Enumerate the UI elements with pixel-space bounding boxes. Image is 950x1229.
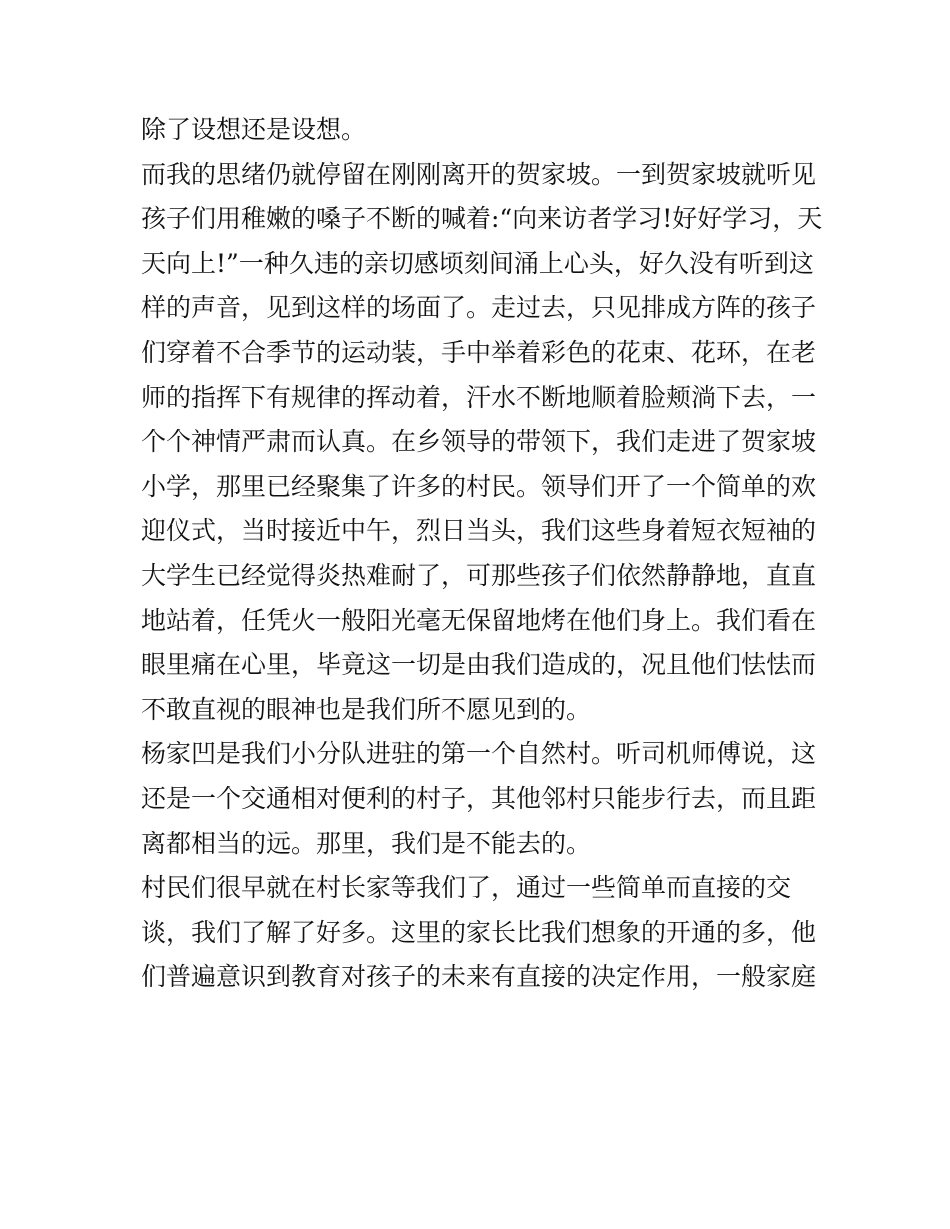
text-line: 眼里痛在心里，毕竟这一切是由我们造成的，况且他们怯怯而 [141,650,817,680]
text-line: 大学生已经觉得炎热难耐了，可那些孩子们依然静静地，直直 [141,560,817,590]
text-line: 样的声音，见到这样的场面了。走过去，只见排成方阵的孩子 [141,293,817,323]
text-line: 还是一个交通相对便利的村子，其他邻村只能步行去，而且距 [141,783,817,813]
text-line: 个个神情严肃而认真。在乡领导的带领下，我们走进了贺家坡 [141,427,817,457]
text-line: 谈，我们了解了好多。这里的家长比我们想象的开通的多，他 [141,917,817,947]
text-line: 天向上!”一种久违的亲切感顷刻间涌上心头，好久没有听到这 [141,248,814,278]
text-line: 迎仪式，当时接近中午，烈日当头，我们这些身着短衣短袖的 [141,516,817,546]
text-line: 们穿着不合季节的运动装，手中举着彩色的花束、花环，在老 [141,337,817,367]
text-line: 村民们很早就在村长家等我们了，通过一些简单而直接的交 [141,873,792,903]
text-line: 除了设想还是设想。 [141,115,367,144]
text-line: 地站着，任凭火一般阳光毫无保留地烤在他们身上。我们看在 [141,605,817,635]
text-line: 杨家凹是我们小分队进驻的第一个自然村。听司机师傅说，这 [141,739,817,769]
text-line: 师的指挥下有规律的挥动着，汗水不断地顺着脸颊淌下去，一 [141,382,817,412]
text-line: 们普遍意识到教育对孩子的未来有直接的决定作用，一般家庭 [141,962,817,992]
text-line: 不敢直视的眼神也是我们所不愿见到的。 [141,694,592,724]
text-line: 孩子们用稚嫩的嗓子不断的喊着:“向来访者学习!好好学习，天 [141,204,823,234]
document-body [141,108,823,1000]
text-line: 小学，那里已经聚集了许多的村民。领导们开了一个简单的欢 [141,471,817,501]
text-line: 离都相当的远。那里，我们是不能去的。 [141,828,592,858]
text-line: 而我的思绪仍就停留在刚刚离开的贺家坡。一到贺家坡就听见 [141,159,817,189]
